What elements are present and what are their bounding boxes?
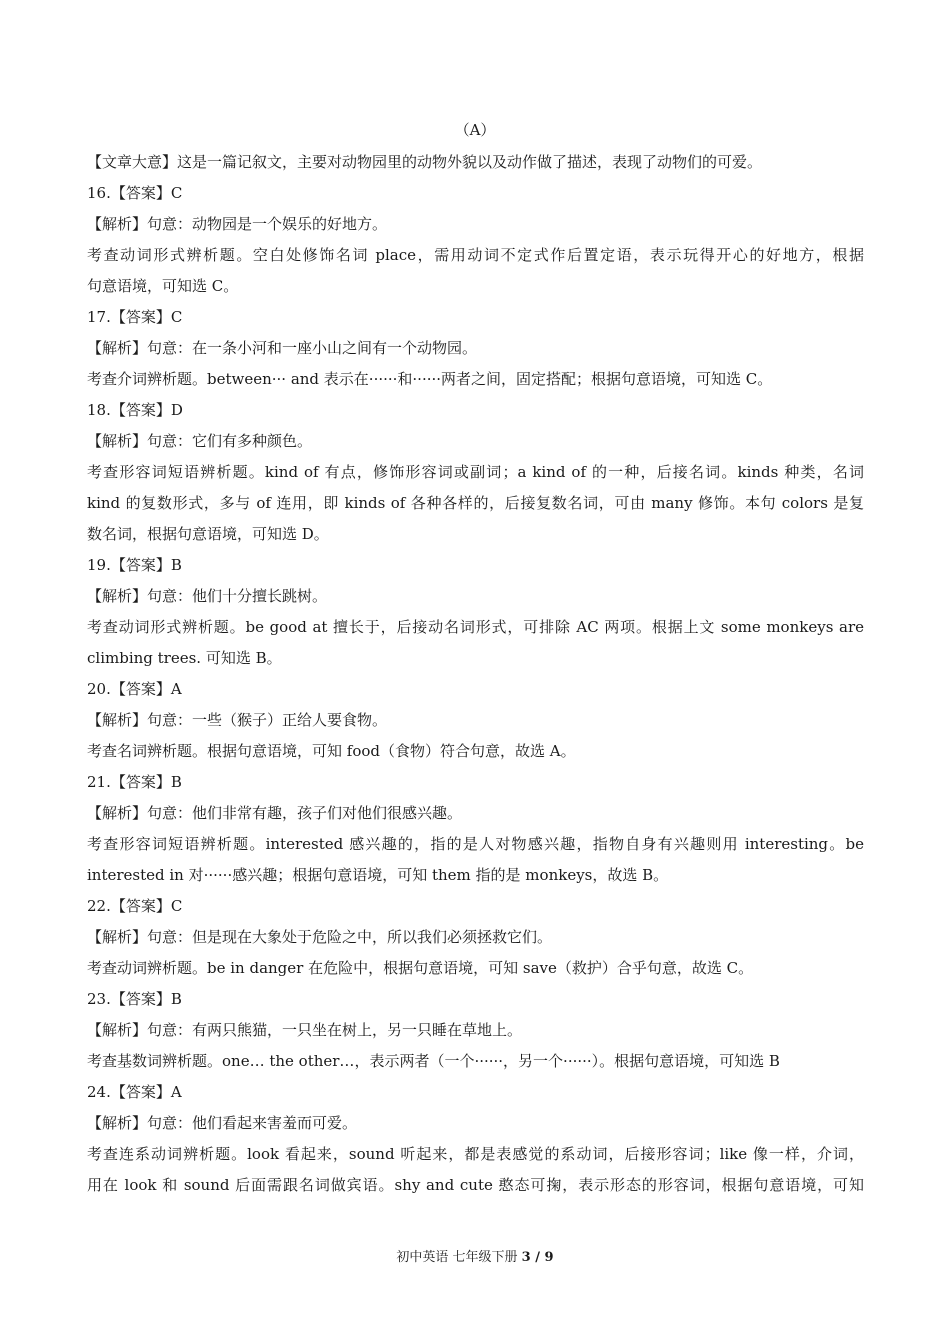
answer-content [87, 147, 864, 1201]
text-line: 22.【答案】C [87, 897, 183, 915]
text-line: 16.【答案】C [87, 184, 183, 202]
text-line: 【解析】句意：动物园是一个娱乐的好地方。 [87, 215, 388, 233]
text-line: 考查动词形式辨析题。空白处修饰名词 place，需用动词不定式作后置定语，表示玩得开心的好地方，根据 [87, 246, 864, 264]
text-line: 考查动词形式辨析题。be good at 擅长于，后接动名词形式，可排除 AC 两项。根据上文 some monkeys are [87, 618, 864, 636]
text-line: interested in 对······感兴趣；根据句意语境，可知 them 指的是 monkeys，故选 B。 [87, 866, 669, 884]
text-line: 【解析】句意：在一条小河和一座小山之间有一个动物园。 [87, 339, 478, 357]
text-line: 18.【答案】D [87, 401, 183, 419]
footer-page-total: 9 [544, 1250, 554, 1265]
text-line: 【解析】句意：有两只熊猫，一只坐在树上，另一只睡在草地上。 [87, 1021, 523, 1039]
footer-page-sep: / [530, 1250, 545, 1265]
footer-course: 初中英语 七年级下册 [396, 1250, 522, 1265]
text-line: 【解析】句意：但是现在大象处于危险之中，所以我们必须拯救它们。 [87, 928, 553, 946]
text-line: 24.【答案】A [87, 1083, 182, 1101]
text-line: 数名词，根据句意语境，可知选 D。 [87, 525, 329, 543]
text-line: 19.【答案】B [87, 556, 182, 574]
text-line: 【解析】句意：一些（猴子）正给人要食物。 [87, 711, 388, 729]
text-line: 【解析】句意：他们十分擅长跳树。 [87, 587, 328, 605]
section-title: （A） [454, 121, 496, 139]
text-line: 考查介词辨析题。between··· and 表示在······和······两者之间，固定搭配；根据句意语境，可知选 C。 [87, 370, 773, 388]
text-line: 17.【答案】C [87, 308, 183, 326]
text-line: 20.【答案】A [87, 680, 182, 698]
text-line: 考查名词辨析题。根据句意语境，可知 food（食物）符合句意，故选 A。 [87, 742, 576, 760]
text-line: 句意语境，可知选 C。 [87, 277, 239, 295]
text-line: 【解析】句意：他们非常有趣，孩子们对他们很感兴趣。 [87, 804, 463, 822]
text-line: 考查形容词短语辨析题。interested 感兴趣的，指的是人对物感兴趣，指物自身有兴趣则用 interesting。be [87, 835, 864, 853]
text-line: kind 的复数形式，多与 of 连用，即 kinds of 各种各样的，后接复数名词，可由 many 修饰。本句 colors 是复 [87, 494, 864, 512]
text-line: 23.【答案】B [87, 990, 182, 1008]
text-line: 考查动词辨析题。be in danger 在危险中，根据句意语境，可知 save（救护）合乎句意，故选 C。 [87, 959, 754, 977]
footer-page-current: 3 [521, 1250, 531, 1265]
text-line: 【解析】句意：他们看起来害羞而可爱。 [87, 1114, 358, 1132]
text-line: 考查基数词辨析题。one… the other…，表示两者（一个······，另一个······）。根据句意语境，可知选 B [87, 1052, 780, 1070]
page-footer [0, 1248, 950, 1268]
text-line: 21.【答案】B [87, 773, 182, 791]
text-line: climbing trees. 可知选 B。 [87, 649, 282, 667]
text-line: 【解析】句意：它们有多种颜色。 [87, 432, 313, 450]
text-line: 考查连系动词辨析题。look 看起来，sound 听起来，都是表感觉的系动词，后接形容词；like 像一样，介词， [87, 1145, 864, 1163]
text-line: 考查形容词短语辨析题。kind of 有点，修饰形容词或副词；a kind of 的一种，后接名词。kinds 种类，名词 [87, 463, 864, 481]
text-line: 用在 look 和 sound 后面需跟名词做宾语。shy and cute 憨态可掬，表示形态的形容词，根据句意语境，可知 [87, 1176, 864, 1194]
text-line: 【文章大意】这是一篇记叙文，主要对动物园里的动物外貌以及动作做了描述，表现了动物们的可爱。 [87, 153, 763, 171]
